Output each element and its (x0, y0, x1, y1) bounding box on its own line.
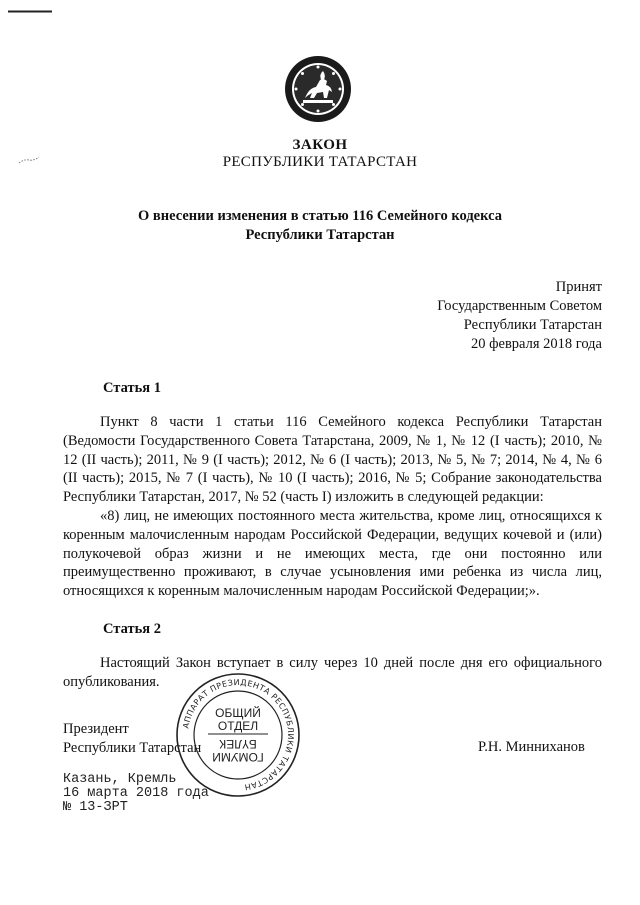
stamp-ring-text: АППАРАТ ПРЕЗИДЕНТА РЕСПУБЛИКИ ТАТАРСТАН (181, 677, 296, 792)
coat-of-arms-emblem (283, 54, 353, 124)
article-1-heading: Статья 1 (103, 380, 161, 396)
article-2-body (63, 654, 602, 692)
article-1-paragraph: Пункт 8 части 1 статьи 116 Семейного кодекса Республики Татарстан (Ведомости Государственного Совета Татарстана, 2009, № 1, № 12 (I часть); 2010, № 12 (II часть); 2011, № 9 (I часть); 2012, № 6 (I часть); 2013, № 5, № 7; 2014, № 4, № 6 (II часть); 2015, № 7 (I часть), № 10 (I часть); 2016, № 5; Собрание законодательства Республики Татарстан, 2017, № 52 (часть I) изложить в следующей редакции: (63, 414, 602, 506)
law-subject-line: О внесении изменения в статью 116 Семейного кодекса (138, 208, 502, 224)
signatory-name: Р.Н. Минниханов (478, 739, 585, 755)
adoption-block (380, 278, 602, 354)
signing-place: Казань, Кремль (63, 772, 177, 787)
law-subject-line: Республики Татарстан (245, 227, 395, 243)
law-subject (110, 207, 530, 245)
adoption-line: Республики Татарстан (463, 317, 602, 333)
adoption-line: Государственным Советом (437, 298, 602, 314)
stamp-line: ОБЩИЙ (215, 706, 261, 720)
svg-text:АППАРАТ ПРЕЗИДЕНТА РЕСПУБЛИКИ (181, 678, 295, 792)
law-title: ЗАКОН (292, 137, 348, 153)
official-stamp (174, 671, 302, 799)
article-1-quoted-paragraph: «8) лиц, не имеющих постоянного места жительства, кроме лиц, относящихся к коренным малочисленным народам Российской Федерации, ведущих кочевой и (или) полукочевой образ жизни и не имеющих места, где они постоянно или преимущественно проживают, в случае усыновления ими ребенка из числа лиц, относящихся к коренным малочисленным народам Российской Федерации;». (63, 507, 602, 600)
stamp-line: ОТДЕЛ (217, 719, 259, 733)
scan-edge-mark (8, 0, 52, 3)
article-1-body (63, 413, 602, 601)
law-subtitle: РЕСПУБЛИКИ ТАТАРСТАН (222, 154, 418, 170)
signatory-title: Президент (63, 721, 129, 737)
signing-date: 16 марта 2018 года (63, 786, 209, 801)
law-number: № 13-ЗРТ (63, 800, 128, 815)
stamp-line: ГОМУМИ (212, 750, 264, 764)
adoption-line: Принят (555, 279, 602, 295)
stamp-line: БҮЛЕК (219, 737, 257, 751)
signatory-republic: Республики Татарстан (63, 740, 202, 756)
adoption-date: 20 февраля 2018 года (470, 336, 602, 352)
article-2-heading: Статья 2 (103, 621, 161, 637)
article-2-paragraph: Настоящий Закон вступает в силу через 10 дней после дня его официального опубликования. (63, 655, 602, 690)
